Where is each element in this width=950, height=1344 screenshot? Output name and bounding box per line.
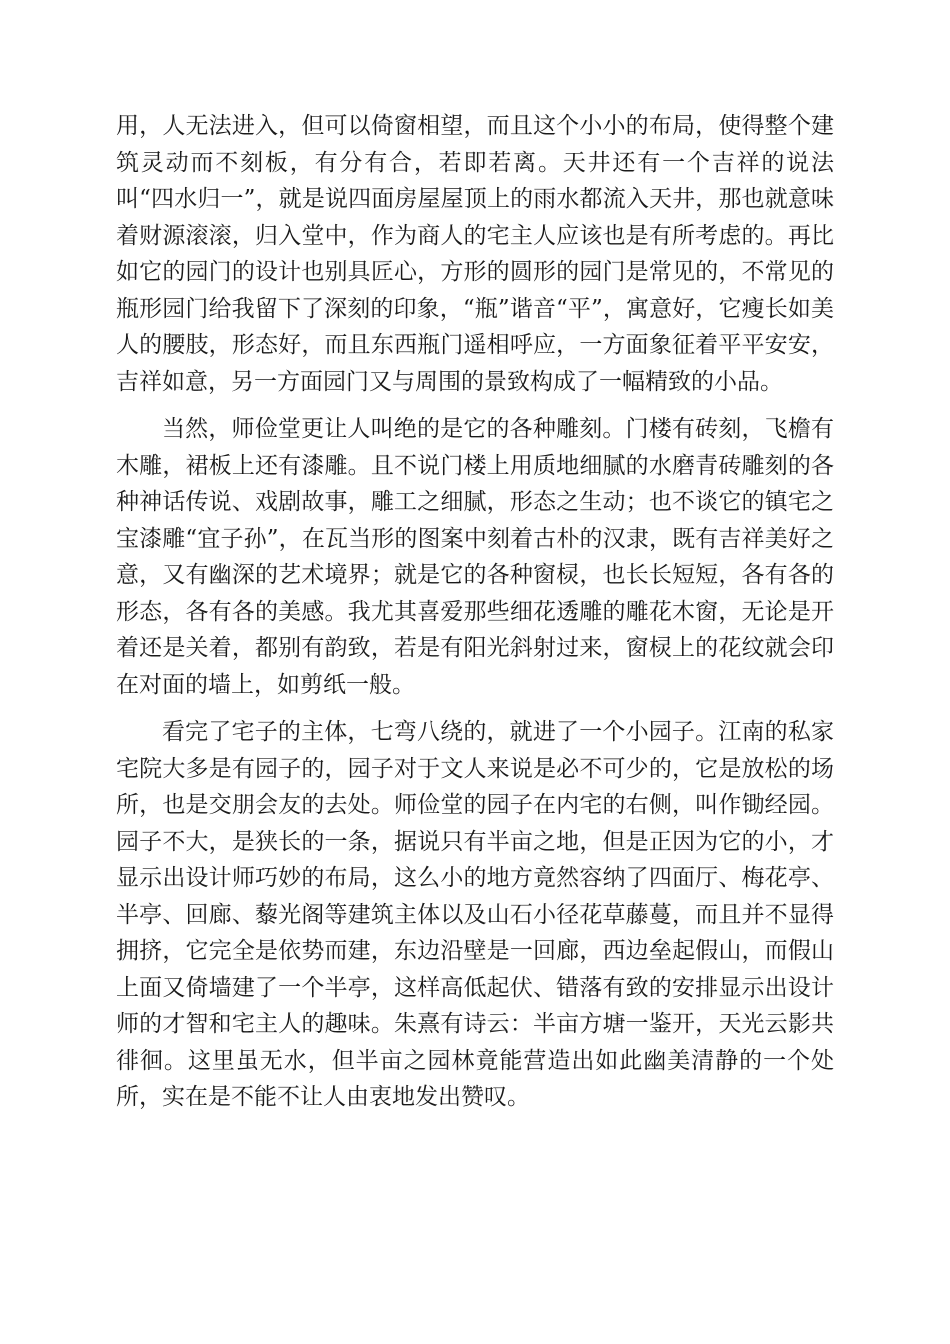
document-page (116, 108, 834, 1127)
paragraph-garden: 看完了宅子的主体，七弯八绕的，就进了一个小园子。江南的私家宅院大多是有园子的，园子对于文人来说是必不可少的，它是放松的场所，也是交朋会友的去处。师俭堂的园子在内宅的右侧，叫作锄经园。园子不大，是狭长的一条，据说只有半亩之地，但是正因为它的小，才显示出设计师巧妙的布局，这么小的地方竟然容纳了四面厅、梅花亭、半亭、回廊、藜光阁等建筑主体以及山石小径花草藤蔓，而且并不显得拥挤，它完全是依势而建，东边沿壁是一回廊，西边垒起假山，而假山上面又倚墙建了一个半亭，这样高低起伏、错落有致的安排显示出设计师的才智和宅主人的趣味。朱熹有诗云：半亩方塘一鉴开，天光云影共徘徊。这里虽无水，但半亩之园林竟能营造出如此幽美清静的一个处所，实在是不能不让人由衷地发出赞叹。 (116, 719, 834, 1110)
paragraph-continuation: 用，人无法进入，但可以倚窗相望，而且这个小小的布局，使得整个建筑灵动而不刻板，有分有合，若即若离。天井还有一个吉祥的说法叫“四水归一”，就是说四面房屋屋顶上的雨水都流入天井，那也就意味着财源滚滚，归入堂中，作为商人的宅主人应该也是有所考虑的。再比如它的园门的设计也别具匠心，方形的圆形的园门是常见的，不常见的瓶形园门给我留下了深刻的印象，“瓶”谐音“平”，寓意好，它瘦长如美人的腰肢，形态好，而且东西瓶门遥相呼应，一方面象征着平平安安，吉祥如意，另一方面园门又与周围的景致构成了一幅精致的小品。 (116, 113, 834, 395)
paragraph-carvings: 当然，师俭堂更让人叫绝的是它的各种雕刻。门楼有砖刻，飞檐有木雕，裙板上还有漆雕。且不说门楼上用质地细腻的水磨青砖雕刻的各种神话传说、戏剧故事，雕工之细腻，形态之生动；也不谈它的镇宅之宝漆雕“宜子孙”，在瓦当形的图案中刻着古朴的汉隶，既有吉祥美好之意，又有幽深的艺术境界；就是它的各种窗棂，也长长短短，各有各的形态，各有各的美感。我尤其喜爱那些细花透雕的雕花木窗，无论是开着还是关着，都别有韵致，若是有阳光斜射过来，窗棂上的花纹就会印在对面的墙上，如剪纸一般。 (116, 416, 834, 698)
